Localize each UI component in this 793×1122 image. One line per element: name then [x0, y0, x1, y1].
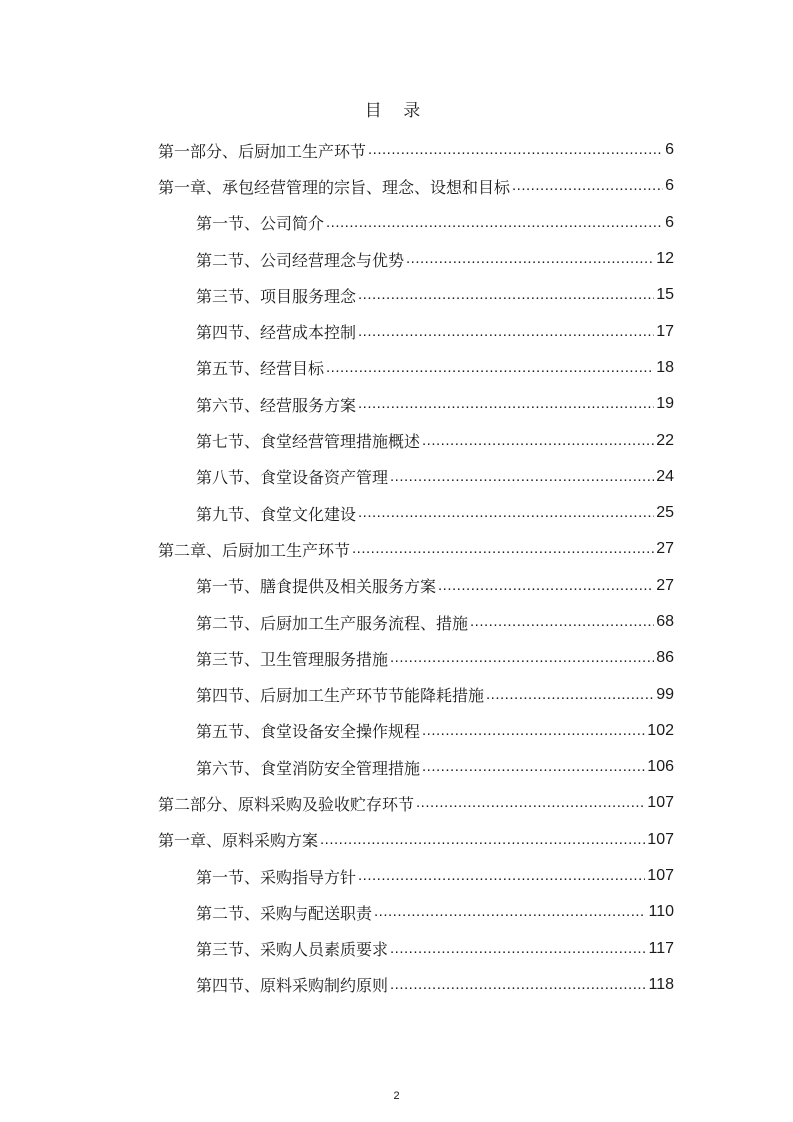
- toc-entry-page: 12: [656, 250, 674, 268]
- toc-entry[interactable]: [158, 350, 674, 386]
- toc-entry[interactable]: [158, 931, 674, 967]
- dot-leader: [390, 939, 646, 959]
- dot-leader: [390, 467, 654, 487]
- toc-entry-text: 第三节、项目服务理念: [196, 286, 357, 306]
- dot-leader: [390, 975, 646, 995]
- toc-entry[interactable]: [158, 168, 674, 204]
- toc-entry-page: 17: [656, 322, 674, 340]
- toc-entry[interactable]: [158, 459, 674, 495]
- toc-entry[interactable]: [158, 676, 674, 712]
- toc-entry-page: 24: [656, 467, 674, 485]
- toc-entry-page: 6: [665, 177, 674, 195]
- toc-entry-page: 68: [656, 613, 674, 630]
- toc-entry-text: 第一章、原料采购方案: [158, 831, 319, 851]
- toc-entry[interactable]: [158, 568, 674, 604]
- dot-leader: [470, 612, 654, 632]
- dot-leader: [416, 793, 645, 813]
- table-of-contents: [158, 132, 674, 1003]
- dot-leader: [358, 322, 654, 342]
- toc-entry-text: 第一部分、后厨加工生产环节: [158, 141, 367, 161]
- toc-entry-text: 第四节、后厨加工生产环节节能降耗措施: [196, 686, 485, 706]
- toc-entry-text: 第五节、经营目标: [196, 359, 325, 379]
- toc-entry-page: 19: [656, 395, 674, 413]
- toc-entry-page: 22: [656, 431, 674, 449]
- toc-entry[interactable]: [158, 205, 674, 241]
- dot-leader: [358, 866, 645, 886]
- toc-entry-text: 第一节、膳食提供及相关服务方案: [196, 577, 437, 597]
- dot-leader: [326, 213, 663, 233]
- dot-leader: [358, 285, 654, 305]
- toc-entry[interactable]: [158, 132, 674, 168]
- toc-entry[interactable]: [158, 241, 674, 277]
- toc-entry-page: 6: [665, 141, 674, 159]
- dot-leader: [422, 721, 645, 741]
- toc-entry-text: 第二章、后厨加工生产环节: [158, 540, 351, 560]
- toc-title: 目 录: [364, 101, 429, 121]
- toc-entry-text: 第一节、公司简介: [196, 214, 325, 234]
- toc-entry-page: 107: [647, 830, 674, 848]
- toc-entry[interactable]: [158, 785, 674, 821]
- toc-entry-text: 第八节、食堂设备资产管理: [196, 468, 389, 488]
- toc-entry[interactable]: [158, 604, 674, 640]
- toc-entry-page: 27: [656, 576, 674, 594]
- toc-entry[interactable]: [158, 894, 674, 930]
- toc-entry-page: 107: [647, 794, 674, 812]
- toc-entry-text: 第二节、后厨加工生产服务流程、措施: [196, 613, 469, 633]
- dot-leader: [422, 757, 645, 777]
- toc-entry-page: 6: [665, 213, 674, 231]
- toc-entry-page: 117: [648, 939, 674, 957]
- toc-entry-page: 118: [648, 975, 674, 993]
- toc-entry-page: 25: [656, 504, 674, 522]
- toc-entry-page: 18: [656, 358, 674, 376]
- toc-entry[interactable]: [158, 640, 674, 676]
- toc-entry-page: 99: [656, 685, 674, 703]
- toc-entry-text: 第二部分、原料采购及验收贮存环节: [158, 794, 415, 814]
- toc-entry-text: 第五节、食堂设备安全操作规程: [196, 722, 421, 742]
- toc-entry[interactable]: [158, 858, 674, 894]
- toc-entry-text: 第三节、采购人员素质要求: [196, 940, 389, 960]
- toc-entry-text: 第四节、经营成本控制: [196, 323, 357, 343]
- toc-entry[interactable]: [158, 713, 674, 749]
- toc-entry-text: 第二节、公司经营理念与优势: [196, 250, 405, 270]
- toc-entry-page: 110: [648, 903, 674, 921]
- toc-entry-text: 第七节、食堂经营管理措施概述: [196, 432, 421, 452]
- toc-entry[interactable]: [158, 422, 674, 458]
- toc-entry-page: 27: [656, 540, 674, 558]
- dot-leader: [438, 576, 654, 596]
- dot-leader: [368, 140, 663, 160]
- dot-leader: [326, 358, 654, 378]
- toc-entry[interactable]: [158, 967, 674, 1003]
- toc-entry[interactable]: [158, 822, 674, 858]
- toc-entry[interactable]: [158, 313, 674, 349]
- dot-leader: [374, 902, 646, 922]
- dot-leader: [486, 685, 654, 705]
- dot-leader: [352, 539, 654, 559]
- dot-leader: [320, 830, 645, 850]
- dot-leader: [422, 431, 654, 451]
- dot-leader: [512, 176, 663, 196]
- toc-entry[interactable]: [158, 749, 674, 785]
- toc-entry-text: 第一章、承包经营管理的宗旨、理念、设想和目标: [158, 177, 511, 197]
- toc-entry-text: 第二节、采购与配送职责: [196, 903, 373, 923]
- toc-entry[interactable]: [158, 386, 674, 422]
- dot-leader: [358, 394, 654, 414]
- toc-entry[interactable]: [158, 495, 674, 531]
- dot-leader: [358, 503, 654, 523]
- toc-entry-text: 第六节、食堂消防安全管理措施: [196, 758, 421, 778]
- toc-entry-text: 第九节、食堂文化建设: [196, 504, 357, 524]
- toc-entry-page: 86: [656, 649, 674, 667]
- toc-entry[interactable]: [158, 277, 674, 313]
- toc-entry-text: 第一节、采购指导方针: [196, 867, 357, 887]
- toc-entry-page: 107: [647, 867, 674, 885]
- page-number: 2: [393, 1090, 400, 1102]
- toc-entry[interactable]: [158, 531, 674, 567]
- dot-leader: [390, 648, 654, 668]
- toc-entry-page: 15: [656, 286, 674, 304]
- toc-entry-page: 102: [647, 721, 674, 739]
- toc-entry-text: 第四节、原料采购制约原则: [196, 976, 389, 996]
- dot-leader: [406, 249, 654, 269]
- toc-entry-page: 106: [647, 758, 674, 776]
- toc-entry-text: 第三节、卫生管理服务措施: [196, 649, 389, 669]
- toc-entry-text: 第六节、经营服务方案: [196, 395, 357, 415]
